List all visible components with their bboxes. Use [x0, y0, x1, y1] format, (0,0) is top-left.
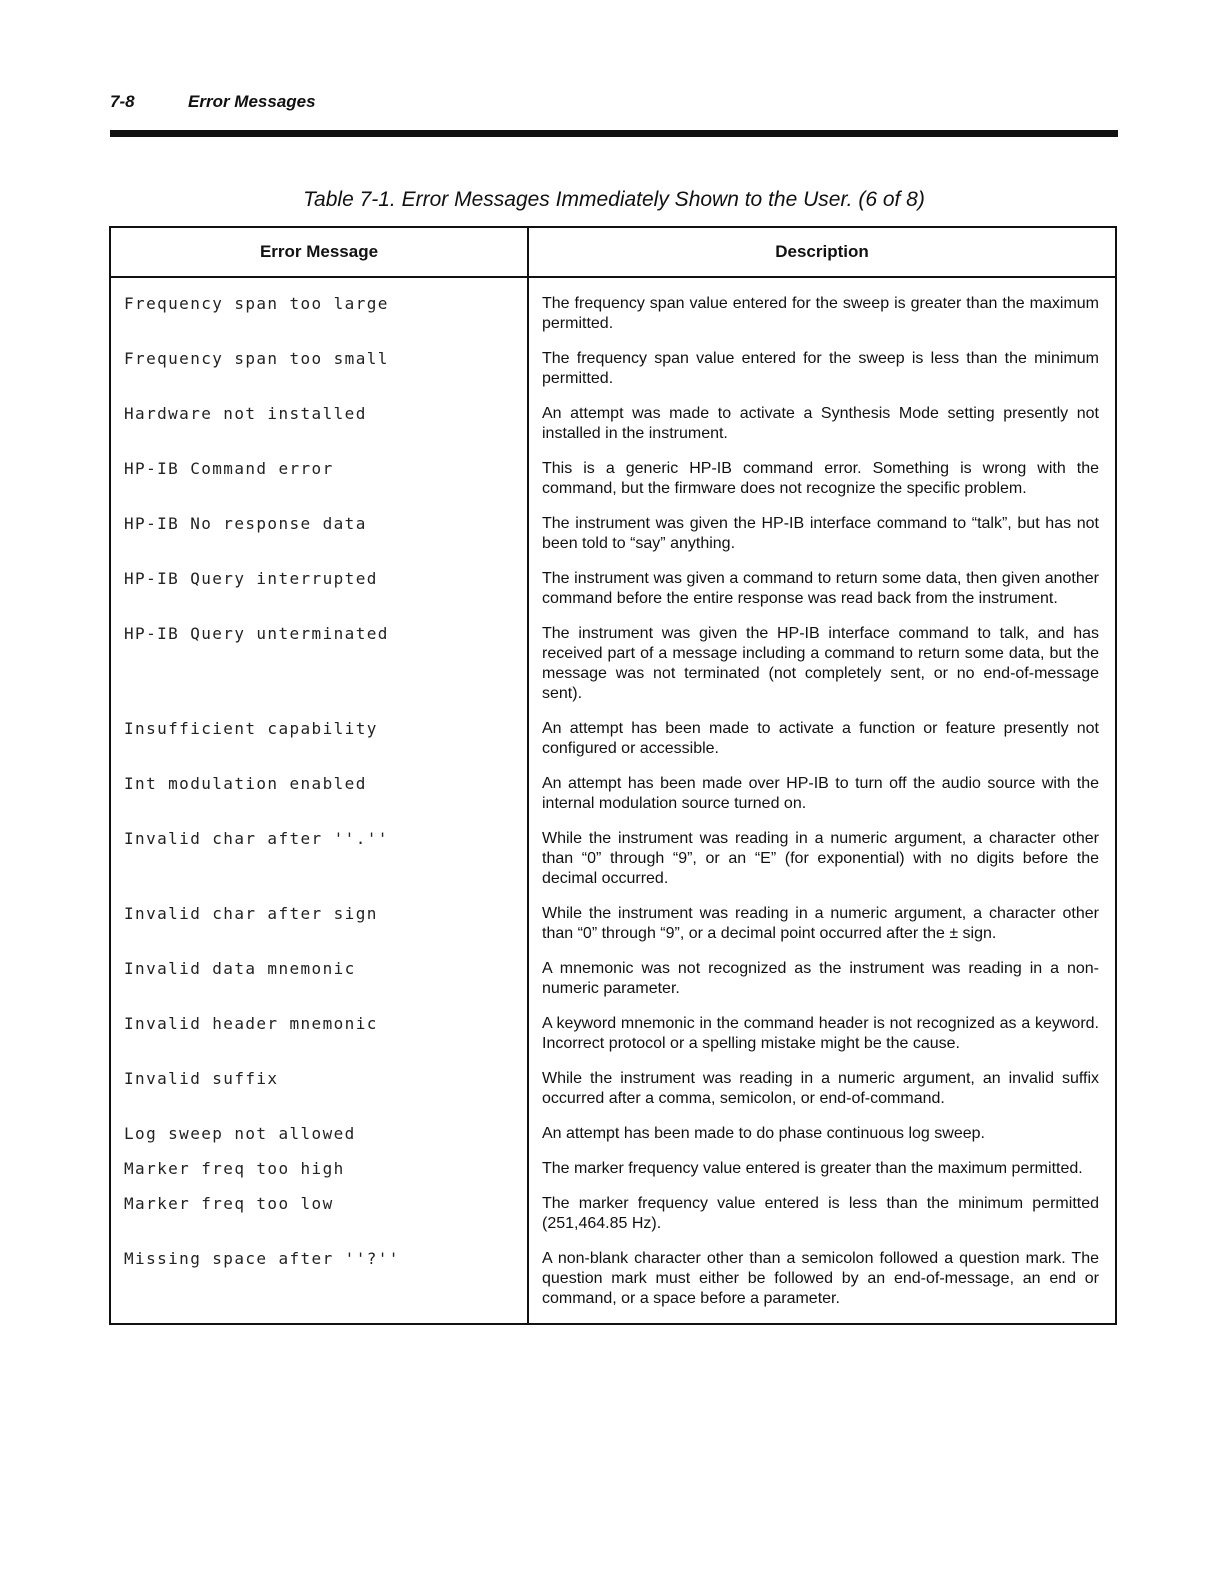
table-row	[110, 1069, 1116, 1124]
description-cell: An attempt has been made to activate a function or feature presently not configured or accessible.	[542, 720, 1099, 757]
table-row	[110, 904, 1116, 959]
description-cell: An attempt has been made to do phase continuous log sweep.	[542, 1125, 985, 1142]
error-message-cell: Invalid data mnemonic	[110, 959, 528, 1014]
error-message-cell: Invalid char after ''.''	[110, 829, 528, 904]
error-message-cell: HP-IB No response data	[110, 514, 528, 569]
error-message-cell: Int modulation enabled	[110, 774, 528, 829]
description-cell: While the instrument was reading in a numeric argument, an invalid suffix occurred after a comma, semicolon, or end-of-command.	[542, 1070, 1099, 1107]
description-cell: A mnemonic was not recognized as the instrument was reading in a non-numeric parameter.	[542, 960, 1099, 997]
error-messages-table	[109, 226, 1117, 1325]
description-cell: The instrument was given the HP-IB interface command to talk, and has received part of a message including a command to return some data, but the message was not terminated (not completely sent, or no end-of-message sent).	[542, 625, 1099, 702]
table-row	[110, 774, 1116, 829]
table-row	[110, 1194, 1116, 1249]
error-message-cell: Invalid char after sign	[110, 904, 528, 959]
error-message-cell: Insufficient capability	[110, 719, 528, 774]
table-row	[110, 1124, 1116, 1159]
description-cell: A non-blank character other than a semicolon followed a question mark. The question mark must either be followed by an end-of-message, an end or command, or a space before a parameter.	[542, 1250, 1099, 1307]
error-message-cell: Frequency span too small	[110, 349, 528, 404]
description-cell: While the instrument was reading in a numeric argument, a character other than “0” through “9”, or a decimal point occurred after the ± sign.	[542, 905, 1099, 942]
column-header-description: Description	[528, 227, 1116, 277]
description-cell: The instrument was given the HP-IB interface command to “talk”, but has not been told to “say” anything.	[542, 515, 1099, 552]
table-row	[110, 514, 1116, 569]
error-message-cell: Marker freq too high	[110, 1159, 528, 1194]
table-row	[110, 349, 1116, 404]
error-message-cell: HP-IB Query interrupted	[110, 569, 528, 624]
error-message-cell: HP-IB Query unterminated	[110, 624, 528, 719]
error-message-cell: Log sweep not allowed	[110, 1124, 528, 1159]
error-message-cell: Missing space after ''?''	[110, 1249, 528, 1324]
page-number: 7-8	[110, 92, 135, 111]
error-message-cell: Marker freq too low	[110, 1194, 528, 1249]
table-row	[110, 1159, 1116, 1194]
error-message-cell: Invalid suffix	[110, 1069, 528, 1124]
description-cell: While the instrument was reading in a numeric argument, a character other than “0” through “9”, or an “E” (for exponential) with no digits before the decimal occurred.	[542, 830, 1099, 887]
error-message-cell: Hardware not installed	[110, 404, 528, 459]
header-rule	[110, 130, 1118, 137]
page-header	[110, 92, 316, 112]
error-message-cell: Frequency span too large	[110, 277, 528, 349]
table-row	[110, 459, 1116, 514]
description-cell: The frequency span value entered for the sweep is greater than the maximum permitted.	[542, 295, 1099, 332]
table-caption: Table 7-1. Error Messages Immediately Shown to the User. (6 of 8)	[303, 188, 925, 211]
table-row	[110, 1249, 1116, 1324]
error-message-cell: HP-IB Command error	[110, 459, 528, 514]
table-row	[110, 1014, 1116, 1069]
table-row	[110, 277, 1116, 349]
table-row	[110, 829, 1116, 904]
description-cell: The frequency span value entered for the sweep is less than the minimum permitted.	[542, 350, 1099, 387]
column-header-error-message: Error Message	[110, 227, 528, 277]
table-row	[110, 404, 1116, 459]
description-cell: The marker frequency value entered is greater than the maximum permitted.	[542, 1160, 1083, 1177]
description-cell: An attempt has been made over HP-IB to turn off the audio source with the internal modulation source turned on.	[542, 775, 1099, 812]
description-cell: An attempt was made to activate a Synthesis Mode setting presently not installed in the instrument.	[542, 405, 1099, 442]
table-row	[110, 719, 1116, 774]
table-body	[110, 277, 1116, 1324]
description-cell: This is a generic HP-IB command error. Something is wrong with the command, but the firmware does not recognize the specific problem.	[542, 460, 1099, 497]
section-title: Error Messages	[188, 92, 316, 111]
table-row	[110, 569, 1116, 624]
table-row	[110, 959, 1116, 1014]
error-message-cell: Invalid header mnemonic	[110, 1014, 528, 1069]
description-cell: A keyword mnemonic in the command header is not recognized as a keyword. Incorrect protocol or a spelling mistake might be the cause.	[542, 1015, 1099, 1052]
description-cell: The instrument was given a command to return some data, then given another command before the entire response was read back from the instrument.	[542, 570, 1099, 607]
table-header-row	[110, 227, 1116, 277]
description-cell: The marker frequency value entered is less than the minimum permitted (251,464.85 Hz).	[542, 1195, 1099, 1232]
table-row	[110, 624, 1116, 719]
